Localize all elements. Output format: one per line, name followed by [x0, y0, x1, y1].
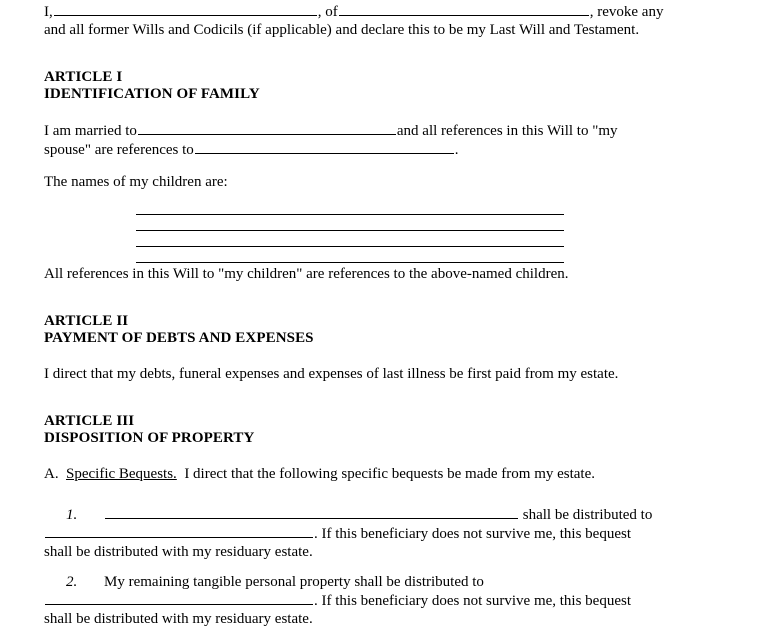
section-a-letter: A. [44, 466, 59, 482]
bequest-1-seg-1: shall be distributed to [522, 507, 653, 523]
opening-after-name: , of [317, 4, 338, 20]
spacer-before-article-1 [44, 39, 680, 69]
marriage-statement-line2 [44, 140, 680, 159]
article-3-heading [44, 413, 680, 447]
spacer-before-article-3 [44, 383, 680, 413]
marriage-mid: and all references in this Will to "my [396, 123, 618, 139]
article-2-number: ARTICLE II [44, 313, 129, 329]
opening-declaration [44, 2, 680, 21]
bequest-item-2-line3: shall be distributed with my residuary estate. [44, 611, 313, 627]
article-1-number: ARTICLE I [44, 69, 123, 85]
bequest-item-1-line2 [44, 524, 680, 543]
testator-name-blank[interactable] [54, 2, 317, 16]
children-name-blanks [136, 199, 564, 263]
section-a-text: I direct that the following specific bequests be made from my estate. [184, 466, 596, 482]
debts-payment-statement: I direct that my debts, funeral expenses and expenses of last illness be first paid from my estate. [44, 366, 619, 382]
bequest-item-1-line3: shall be distributed with my residuary estate. [44, 544, 313, 560]
marriage-line2-suffix: . [454, 142, 459, 158]
spacer-after-article-1-heading [44, 103, 680, 121]
opening-declaration-line2: and all former Wills and Codicils (if applicable) and declare this to be my Last Will and Testament. [44, 22, 640, 38]
children-reference-note: All references in this Will to "my children" are references to the above-named children. [44, 266, 569, 282]
section-a-heading: Specific Bequests. [66, 466, 177, 482]
child-name-blank[interactable] [136, 231, 564, 247]
bequest-1-beneficiary-blank[interactable] [45, 524, 313, 538]
spouse-name-blank[interactable] [138, 121, 396, 135]
bequest-1-seg-2: . If this beneficiary does not survive me, this bequest [314, 526, 632, 542]
bequest-2-seg-0: My remaining tangible personal property shall be distributed to [104, 574, 484, 590]
spacer-before-child-lines [44, 191, 680, 199]
bequest-2-seg-2: . If this beneficiary does not survive me, this bequest [314, 593, 632, 609]
testator-address-blank[interactable] [339, 2, 589, 16]
spacer-before-children [44, 159, 680, 173]
spacer-before-bequest-2 [44, 561, 680, 573]
spacer-after-article-2-heading [44, 347, 680, 365]
child-name-blank[interactable] [136, 215, 564, 231]
spacer-after-article-3-heading [44, 447, 680, 465]
spacer-before-bequest-1 [44, 483, 680, 505]
document-body [44, 0, 680, 628]
marriage-prefix: I am married to [44, 123, 137, 139]
marriage-line2-prefix: spouse" are references to [44, 142, 194, 158]
children-intro: The names of my children are: [44, 174, 228, 190]
bequest-item-2 [44, 573, 680, 591]
article-1-heading [44, 69, 680, 103]
bequest-2-number: 2. [66, 574, 78, 590]
article-2-title: PAYMENT OF DEBTS AND EXPENSES [44, 330, 314, 346]
article-2-heading [44, 313, 680, 347]
marriage-statement [44, 121, 680, 140]
opening-after-address: , revoke any [589, 4, 664, 20]
bequest-item-2-line2 [44, 591, 680, 610]
specific-bequests-section [44, 465, 680, 483]
bequest-item-1 [44, 505, 680, 524]
spouse-reference-blank[interactable] [195, 140, 454, 154]
opening-lead: I, [44, 4, 53, 20]
bequest-1-description-blank[interactable] [105, 505, 518, 519]
article-3-number: ARTICLE III [44, 413, 135, 429]
spacer-before-article-2 [44, 283, 680, 313]
bequest-2-beneficiary-blank[interactable] [45, 591, 313, 605]
article-1-title: IDENTIFICATION OF FAMILY [44, 86, 260, 102]
child-name-blank[interactable] [136, 199, 564, 215]
article-3-title: DISPOSITION OF PROPERTY [44, 430, 255, 446]
child-name-blank[interactable] [136, 247, 564, 263]
bequest-1-number: 1. [66, 507, 78, 523]
